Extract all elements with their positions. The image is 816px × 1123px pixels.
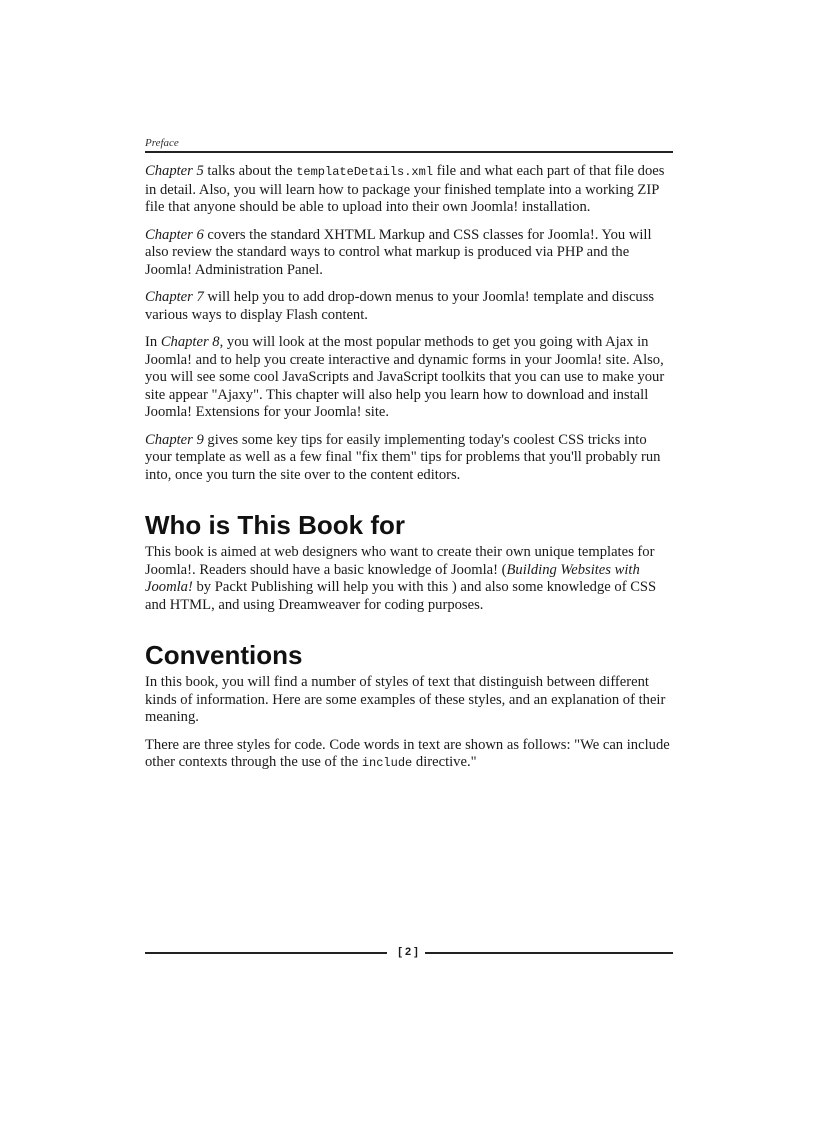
section-heading-audience: Who is This Book for [145,510,405,540]
paragraph-chapter-6: Chapter 6 covers the standard XHTML Markup and CSS classes for Joomla!. You will also review the standard ways to control what markup is produced via PHP and the Joomla! Administration Panel. [145,226,652,278]
footer-rule-left [145,952,387,954]
paragraph-conventions-code: There are three styles for code. Code words in text are shown as follows: "We can include other contexts through the use of the include directive." [145,736,670,770]
running-header: Preface [145,137,179,149]
code-inline: include [361,756,413,770]
code-inline: templateDetails.xml [296,165,434,179]
paragraph-conventions-intro: In this book, you will find a number of styles of text that distinguish between different kinds of information. Here are some examples of these styles, and an explanation of their meaning. [145,674,666,725]
paragraph-audience: This book is aimed at web designers who want to create their own unique templates for Joomla!. Readers should have a basic knowledge of Joomla! (Building Websites with Joomla! by Packt Publishing will help you with this ) and also some knowledge of CSS and HTML, and using Dreamweaver for coding purposes. [145,544,657,613]
paragraph-chapter-5: Chapter 5 talks about the templateDetails.xml file and what each part of that file does in detail. Also, you will learn how to package your finished template into a working ZIP file that anyone should be able to upload into their own Joomla! installation. [145,163,665,215]
chapter-reference: Chapter 8 [160,334,220,350]
paragraph-chapter-7: Chapter 7 will help you to add drop-down menus to your Joomla! template and discuss various ways to display Flash content. [145,289,655,323]
paragraph-chapter-9: Chapter 9 gives some key tips for easily implementing today's coolest CSS tricks into your template as well as a few final "fix them" tips for problems that you'll probably run into, once you turn the site over to the content editors. [145,431,661,483]
page-footer [145,944,673,960]
chapter-reference: Chapter 6 [145,226,204,243]
footer-rule-right [425,952,673,954]
paragraph-chapter-8: In Chapter 8, you will look at the most popular methods to get you going with Ajax in Joomla! and to help you create interactive and dynamic forms in your Joomla! site. Also, you will see some cool JavaScripts and JavaScript toolkits that you can use to make your site appear "Ajaxy". This chapter will also help you learn how to download and install Joomla! Extensions for your Joomla! site. [145,334,665,420]
section-heading-conventions: Conventions [145,640,303,670]
header-rule [145,151,673,153]
book-title: Building Websites with Joomla! [145,561,640,595]
chapter-reference: Chapter 5 [145,163,204,179]
page-number: [ 2 ] [398,946,418,958]
chapter-reference: Chapter 9 [145,431,204,448]
chapter-reference: Chapter 7 [145,289,204,305]
page-body [145,163,673,783]
